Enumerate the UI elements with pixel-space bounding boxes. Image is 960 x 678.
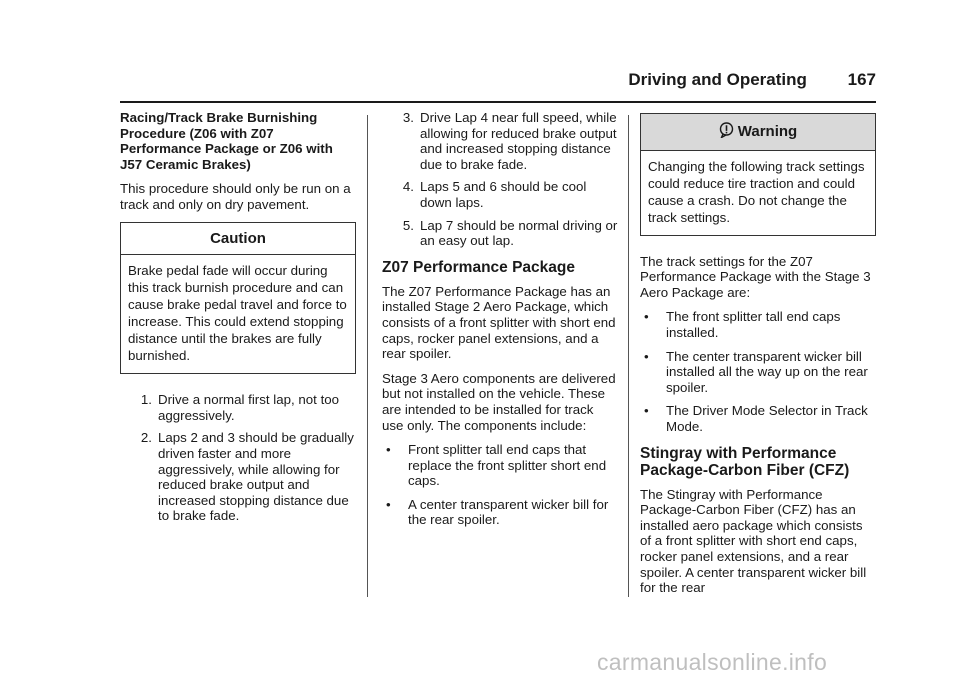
step-text: Drive Lap 4 near full speed, while allowing for reduced brake output and increased stopping distance due to brake fade. (420, 110, 617, 172)
cfz-paragraph: The Stingray with Performance Package-Carbon Fiber (CFZ) has an installed aero package which consists of a front splitter with short end caps, rocker panel extensions, and a rear spoiler. A center transparent wicker bill for the rear (640, 486, 867, 596)
list-item (120, 392, 356, 423)
step-number: 4. (402, 179, 414, 195)
bullet-text: The Driver Mode Selector in Track Mode. (666, 403, 868, 434)
step-text: Drive a normal first lap, not too aggressively. (158, 392, 340, 423)
list-item (382, 179, 618, 210)
z07-paragraph-1: The Z07 Performance Package has an installed Stage 2 Aero Package, which consists of a front splitter with short end caps, rocker panel extensions, and a rear spoiler. (382, 283, 616, 362)
column-1 (120, 110, 356, 533)
bullet-text: The center transparent wicker bill installed all the way up on the rear spoiler. (666, 348, 868, 395)
column-divider-2 (628, 115, 629, 597)
step-number: 3. (402, 110, 414, 125)
caution-box (120, 222, 356, 375)
step-text: Lap 7 should be normal driving or an easy out lap. (420, 217, 618, 249)
caution-title: Caution (121, 223, 355, 256)
column-divider-1 (367, 115, 368, 597)
list-item (640, 349, 876, 396)
bullet: • (644, 309, 649, 325)
warning-title: Warning (737, 123, 798, 140)
list-item (382, 218, 618, 249)
procedure-heading: Racing/Track Brake Burnishing Procedure (Z06 with Z07 Performance Package or Z06 with J57 Ceramic Brakes) (120, 110, 333, 172)
bullet-text: The front splitter tall end caps installed. (666, 309, 841, 340)
bullet: • (386, 496, 391, 512)
track-settings-paragraph: The track settings for the Z07 Performance Package with the Stage 3 Aero Package are: (640, 253, 871, 300)
list-item (382, 497, 618, 528)
list-item (120, 430, 356, 524)
step-number: 5. (402, 217, 414, 233)
page-number: 167 (847, 70, 876, 89)
steps-list-1 (120, 392, 356, 524)
cfz-section-title: Stingray with Performance Package-Carbon Fiber (CFZ) (640, 444, 850, 479)
page-header (0, 70, 876, 90)
column-3 (640, 110, 876, 605)
header-rule (120, 101, 876, 103)
procedure-intro: This procedure should only be run on a track and only on dry pavement. (120, 181, 351, 212)
step-text: Laps 2 and 3 should be gradually driven faster and more aggressively, while allowing for reduced brake output and increased stopping distance due to brake fade. (158, 430, 354, 524)
bullet: • (386, 442, 391, 458)
warning-icon (719, 122, 734, 142)
step-text: Laps 5 and 6 should be cool down laps. (420, 179, 587, 210)
z07-paragraph-2: Stage 3 Aero components are delivered but not installed on the vehicle. These are intended to be installed for track use only. The components include: (382, 370, 616, 433)
step-number: 2. (140, 430, 152, 446)
steps-list-2 (382, 110, 618, 249)
caution-text: Brake pedal fade will occur during this track burnish procedure and can cause brake pedal travel and force to increase. This could extend stopping distance until the brakes are fully burnished. (128, 263, 347, 364)
list-item (640, 309, 876, 340)
bullet-text: Front splitter tall end caps that replace the front splitter short end caps. (408, 442, 607, 489)
warning-text: Changing the following track settings could reduce tire traction and could cause a crash. Do not change the track settings. (648, 158, 865, 225)
warning-header (641, 114, 875, 151)
list-item (382, 110, 618, 172)
bullet-text: A center transparent wicker bill for the rear spoiler. (408, 496, 609, 528)
bullet: • (644, 348, 649, 364)
warning-box (640, 113, 876, 236)
column-2 (382, 110, 618, 536)
bullet: • (644, 403, 649, 419)
z07-section-title: Z07 Performance Package (382, 258, 575, 276)
section-title: Driving and Operating (628, 70, 807, 89)
list-item (382, 442, 618, 489)
watermark: carmanualsonline.info (597, 649, 828, 675)
list-item (640, 403, 876, 434)
step-number: 1. (140, 392, 152, 408)
